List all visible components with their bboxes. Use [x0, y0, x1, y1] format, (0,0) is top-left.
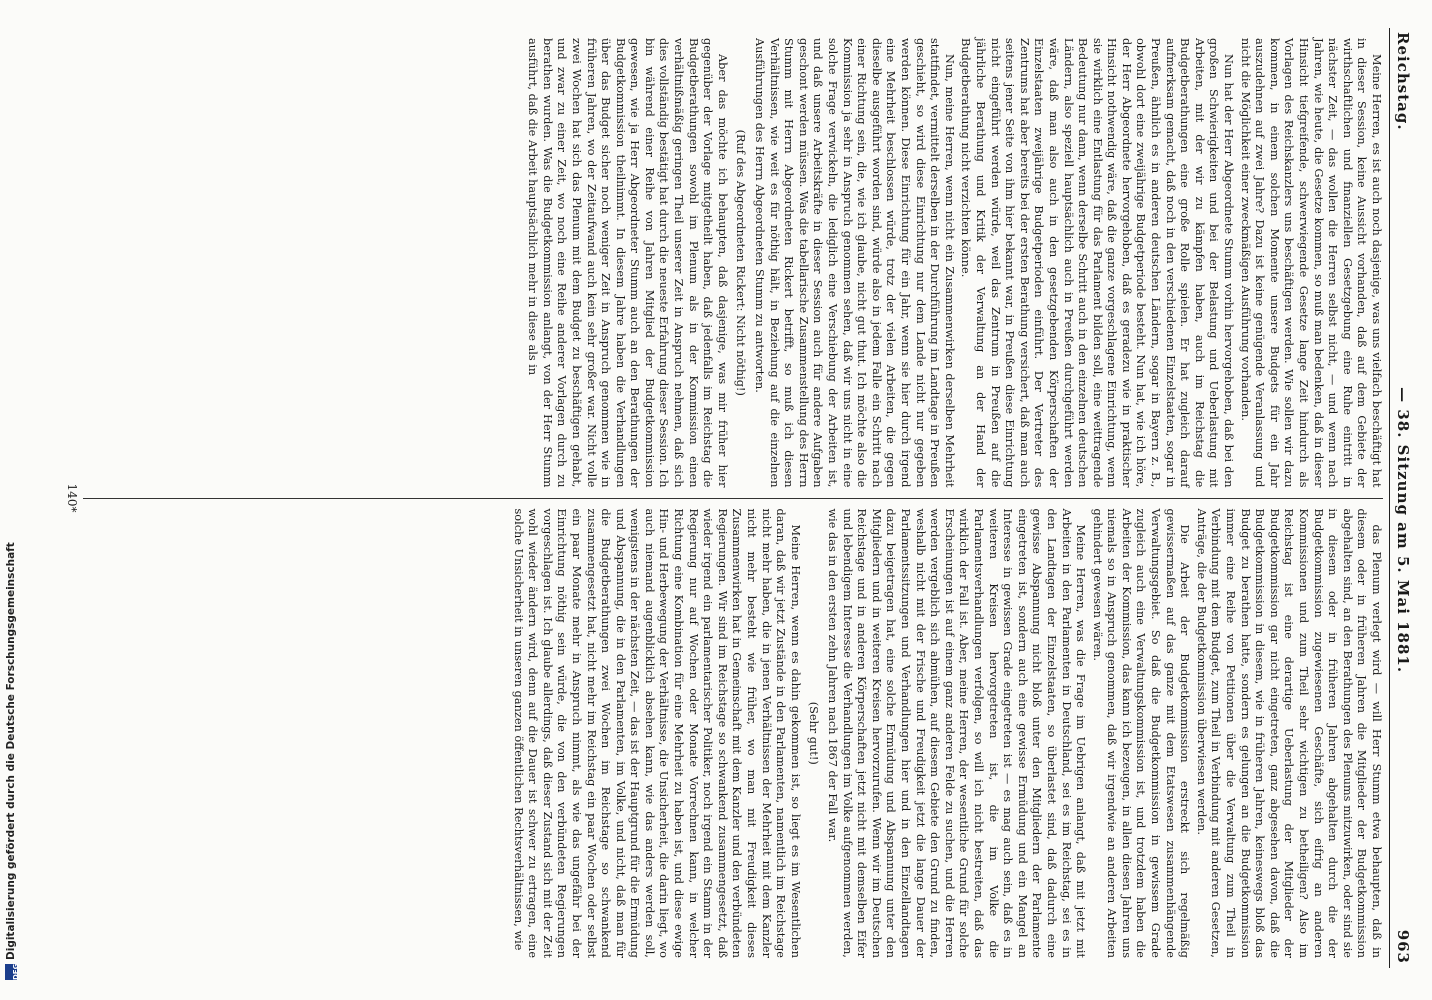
- rotated-page: [28, 18, 1418, 978]
- paragraph: Die Arbeit der Budgetkommission erstreckt sich regelmäßig gewissermaßen auf das ganze mit dem Etatswesen zusammenhängende Verwaltungsgebiet. So daß die Budgetkommission in gewissem Grade zugleich auch eine Verwaltungskommission ist, und trotzdem haben die Arbeiten der Kommission, das kann ich bezeugen, in allen diesen Jahren uns niemals so in Anspruch genommen, daß wir irgendwie an anderen Arbeiten gehindert gewesen wären.: [1090, 508, 1192, 958]
- left-column: [83, 28, 1383, 498]
- credit-text: Digitalisierung gefördert durch die Deutsche Forschungsgemeinschaft: [5, 541, 17, 960]
- interjection: (Sehr gut!): [807, 701, 821, 765]
- paragraph: Meine Herren, was die Frage im Uebrigen anlangt, daß mit jetzt mit Arbeiten in den Parlamenten in Deutschland, sei es im Reichstag, sei es in den Landtagen der Einzelstaaten, so überlastet sind, daß dadurch eine gewisse Abspannung nicht bloß unter den Mitgliedern der Parlamente eingetreten ist, sondern auch eine gewisse Ermüdung und ein Mangel an Interesse in gewissen Grade eingetreten ist — es mag auch sein, daß es in weiteren Kreisen hervorgetreten ist, die im Volke die Parlamentsverhandlungen verfolgen, so will ich nicht bestreiten, daß das wirklich der Fall ist. Aber, meine Herren, der wesentliche Grund für solche Erscheinungen ist auf einem ganz anderen Felde zu suchen, und die Herren werden vergeblich sich abmühen, auf diesem Gebiete den Grund zu finden, weshalb nicht mit der Frische und Freudigkeit jetzt die lange Dauer der Parlamentssitzungen und Verhandlungen hier und in den Einzellandtagen dazu beigetragen hat, eine solche Ermüdung und Abspannung unter den Mitgliedern und in weiteren Kreisen hervorzurufen. Wenn wir im Deutschen Reichstage und in anderen Körperschaften jetzt nicht mit demselben Eifer und lebendigem Interesse die Verhandlungen im Volke aufgenommen werden, wie das in den ersten zehn Jahren nach 1867 der Fall war.: [826, 508, 1088, 958]
- digitization-credit: [4, 541, 20, 980]
- paragraph: das Plenum verlegt wird — will Herr Stumm etwa behaupten, daß in diesem oder in früheren Jahren die Mitglieder der Budgetkommission abgehalten sind, an den Berathungen des Plenums mitzuwirken, oder sind sie in diesem oder in früheren Jahren abgehalten durch die der Budgetkommission zugewiesenen Geschäfte, sich eifrig an anderen Kommissionen und zum Theil sehr wichtigen zu betheiligen? Also im Reichstag ist eine derartige Ueberlastung der Mitglieder der Budgetkommission gar nicht eingetreten, ganz abgesehen davon, daß die Budgetkommission in diesem, wie in früheren Jahren, keineswegs bloß das Budget zu berathen hatte, sondern es gelungen an die Budgetkommission immer eine Reihe von Petitionen über die Verwaltung zum Theil in Verbindung mit dem Budget, zum Theil in Verbindung mit anderen Gesetzen, Anträge, die der Budgetkommission überwiesen werden.: [1194, 508, 1383, 958]
- paragraph: Meine Herren, es ist auch noch dasjenige, was uns vielfach beschäftigt hat in dieser Session, keine Aussicht vorhanden, daß auf dem Gebiete der wirthschaftlichen und finanziellen Gesetzgebung eine Ruhe eintritt in nächster Zeit, — das wollen die Herren selbst nicht, — und wenn nach Jahren, wie heute, die Gesetze kommen, so muß man bedenken, daß in dieser Hinsicht tiefgreifende, schwerwiegende Gesetze lange Zeit hindurch als Vorlagen des Reichskanzlers uns beschäftigen werden. Wie sollen wir dazu kommen, in einem solchen Momente unsere Budgets für ein Jahr auszudehnen auf zwei Jahre? Dazu ist keine genügende Veranlassung und nicht die Möglichkeit einer zweckmäßigen Ausführung vorhanden.: [1238, 38, 1383, 488]
- running-head: [1390, 28, 1412, 968]
- paragraph: Meine Herren, wenn es dahin gekommen ist, so liegt es im Wesentlichen daran, daß wir jetzt Zustände in den Parlamenten, namentlich im Reichstage nicht mehr haben, die in jenen Verhältnissen der Mehrheit mit dem Kanzler nicht mehr besteht wie früher, wo man mit Freudigkeit dieses Zusammenwirken hat in Gemeinschaft mit dem Kanzler und den verbündeten Regierungen. Wir sind im Reichstage so schwankend zusammengesetzt, daß wieder irgend ein parlamentarischer Politiker, noch irgend ein Stamm in der Regierung nur auf Wochen oder Monate Vorrechnen kann, in welcher Richtung eine Kombination für eine Mehrheit zu haben ist, und diese ewige Hin- und Herbewegung der Verhältnisse, die Unsicherheit, die darin liegt, wo auch niemand augenblicklich absehen kann, wie das anders werden soll, wenigstens in der nächsten Zeit, — das ist der Hauptgrund für die Ermüdung und Abspannung, die in den Parlamenten, im Volke, und nicht, daß man für die Budgetberathungen zwei Wochen im Reichstage so schwankend zusammengesetzt hat, nicht mehr im Reichstag ein paar Wochen oder selbst ein paar Monate mehr in Anspruch nimmt, als wie das ungefähr bei der Einrichtung nöthig sein würde, die von den verbündeten Regierungen vorgeschlagen ist. Ich glaube allerdings, daß dieser Zustand sich mit der Zeit wohl wieder ändern wird, denn auf die Dauer ist schwer zu ertragen, eine solche Unsicherheit in unseren ganzen öffentlichen Rechtsverhältnissen, wie: [511, 508, 802, 958]
- header-rule: [1389, 28, 1390, 968]
- paragraph: Nun, meine Herren, wenn nicht ein Zusammenwirken derselben Mehrheit stattfindet, vermittelt derselben in der Durchführung im Landtage in Preußen geschieht, so wird diese Einrichtung nur dem Lande nicht nur gegeben werden können. Diese Einrichtung für ein Jahr, wenn sie hier durch irgend eine Mehrheit beschlossen würde, trotz der vielen Arbeiten, die gegen dieselbe ausgeführt worden sind, würde also in jedem Falle ein Schritt nach einer Richtung sein, die, wie ich glaube, nicht gut thut. Ich möchte also die Kommission ja sehr in Anspruch genommen sehen, daß wir uns nicht in eine solche Frage verwickeln, die lediglich eine Verschiebung der Arbeiten ist, und daß unsere Arbeitskräfte in dieser Session auch für andere Aufgaben geschont werden müssen. Was die tabellarische Zusammenstellung des Herrn Stumm mit Herrn Abgeordneten Rickert betrifft, so muß ich diesen Verhältnissen, wie weit es für nöthig hält, in Beziehung auf die einzelnen Ausführungen des Herrn Abgeordneten Stumm zu antworten.: [753, 38, 956, 488]
- right-column: [83, 499, 1383, 969]
- page-number: 963: [1394, 929, 1412, 964]
- signature-mark: 140*: [65, 483, 79, 513]
- running-head-left: Reichstag.: [1394, 32, 1412, 131]
- text-columns: [83, 28, 1383, 968]
- dfg-logo: DFG: [5, 964, 17, 980]
- running-head-title: — 38. Sitzung am 5. Mai 1881.: [1394, 387, 1412, 674]
- interjection: (Ruf des Abgeordneten Rickert: Nicht nöthig!): [734, 129, 748, 396]
- paragraph: Nun hat der Herr Abgeordnete Stumm vorhin hervorgehoben, daß bei den großen Schwierigkeiten und bei der Belastung und Ueberlastung mit Arbeiten, mit der wir zu kämpfen haben, auch im Reichstag die Budgetberathungen eine große Rolle spielen. Er hat zugleich darauf aufmerksam gemacht, daß noch in den verschiedenen Einzelstaaten, sogar in Preußen, ähnlich es in anderen deutschen Ländern, sogar in Bayern z. B., obwohl dort eine zweijährige Budgetperiode besteht. Nun hat, wie ich höre, der Herr Abgeordnete hervorgehoben, daß es geradezu wie in praktischer Hinsicht nothwendig wäre, daß die ganze vorgeschlagene Einrichtung, wenn sie wirklich eine Entlastung für das Parlament bilden soll, eine weittragende Bedeutung nur dann, wenn derselbe Schritt auch in den einzelnen deutschen Ländern, also speziell hauptsächlich auch in Preußen durchgeführt werden wäre, daß man also auch in den gesetzgebenden Körperschaften der Einzelstaaten zweijährige Budgetperioden einführt. Der Vertreter des Zentrums hat aber bereits bei der ersten Berathung versichert, daß man auch seitens jener Seite von ihm hier bekannt war, in Preußen diese Einrichtung nicht eingeführt werden würde, weil das Zentrum in Preußen auf die jährliche Berathung und Kritik der Verwaltung an der Hand der Budgetberathung nicht verzichten könne.: [959, 38, 1236, 488]
- paragraph: Aber das möchte ich behaupten, daß dasjenige, was mir früher hier gegenüber der Vorlage mitgetheilt haben, daß jedenfalls im Reichstag die Budgetberathungen sowohl im Plenum als in der Kommission einen verhältnißmäßig geringen Theil unserer Zeit in Anspruch nehmen, daß sich dies vollständig bestätigt hat durch die neueste Erfahrung dieser Session. Ich bin während einer Reihe von Jahren Mitglied der Budgetkommission gewesen, wie ja Herr Abgeordneter Stumm auch an den Berathungen der Budgetkommission theilnimmt. In diesem Jahre haben die Verhandlungen über das Budget sicher noch weniger Zeit in Anspruch genommen wie in früheren Jahren, wo der Zeitaufwand auch kein sehr großer war. Nicht volle zwei Wochen hat sich das Plenum mit dem Budget zu beschäftigen gehabt, und zwar zu einer Zeit, wo noch eine Reihe anderer Vorlagen durch zu berathen wurden. Was die Budgetkommission anlangt, von der Herr Stumm ausführt, daß die Arbeit hauptsächlich mehr in diese als in: [526, 38, 729, 488]
